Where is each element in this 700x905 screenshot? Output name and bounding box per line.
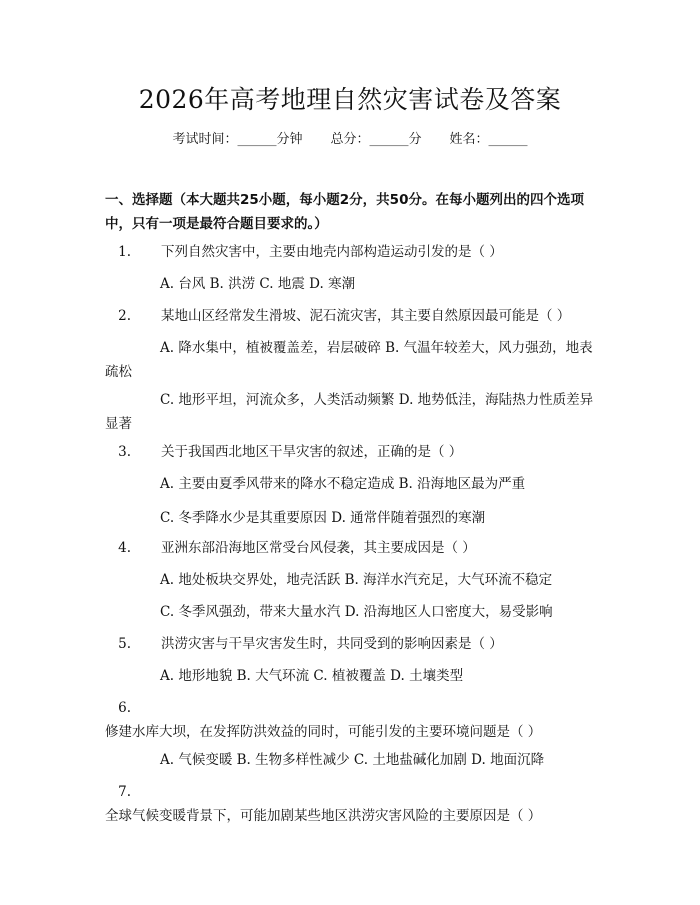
question-5-options: A. 地形地貌 B. 大气环流 C. 植被覆盖 D. 土壤类型 xyxy=(160,668,464,684)
question-number: 3. xyxy=(118,444,131,460)
question-1 xyxy=(105,240,597,264)
question-number: 5. xyxy=(118,636,131,652)
section-heading: 一、选择题（本大题共25小题，每小题2分，共50分。在每小题列出的四个选项中，只有一项是最符合题目要求的。） xyxy=(105,192,584,232)
question-number: 7. xyxy=(118,784,131,800)
exam-time-field: 考试时间：______分钟 xyxy=(172,132,303,147)
question-4-options-ab: A. 地处板块交界处，地壳活跃 B. 海洋水汽充足，大气环流不稳定 xyxy=(160,572,553,588)
question-text: 下列自然灾害中，主要由地壳内部构造运动引发的是（ ） xyxy=(161,244,503,260)
question-3-options-cd: C. 冬季降水少是其重要原因 D. 通常伴随着强烈的寒潮 xyxy=(160,510,486,526)
question-number: 4. xyxy=(118,540,131,556)
question-6-options: A. 气候变暖 B. 生物多样性减少 C. 土地盐碱化加剧 D. 地面沉降 xyxy=(160,752,545,768)
question-3-options-ab: A. 主要由夏季风带来的降水不稳定造成 B. 沿海地区最为严重 xyxy=(160,476,526,492)
question-2 xyxy=(105,304,597,328)
question-2-options-ab: A. 降水集中，植被覆盖差，岩层破碎 B. 气温年较差大，风力强劲，地表疏松 xyxy=(105,340,593,380)
question-text: 全球气候变暖背景下，可能加剧某些地区洪涝灾害风险的主要原因是（ ） xyxy=(105,808,542,824)
page-title: 2026年高考地理自然灾害试卷及答案 xyxy=(138,85,562,114)
question-text: 某地山区经常发生滑坡、泥石流灾害，其主要自然原因最可能是（ ） xyxy=(161,308,571,324)
question-text: 修建水库大坝，在发挥防洪效益的同时，可能引发的主要环境问题是（ ） xyxy=(105,724,542,740)
question-text: 亚洲东部沿海地区常受台风侵袭，其主要成因是（ ） xyxy=(161,540,476,556)
question-text: 关于我国西北地区干旱灾害的叙述，正确的是（ ） xyxy=(161,444,463,460)
total-score-field: 总分：______分 xyxy=(330,132,422,147)
question-4-options-cd: C. 冬季风强劲，带来大量水汽 D. 沿海地区人口密度大，易受影响 xyxy=(160,604,553,620)
student-name-field: 姓名：______ xyxy=(449,132,528,147)
question-5 xyxy=(105,632,597,656)
question-number: 6. xyxy=(118,700,131,716)
question-4 xyxy=(105,536,597,560)
question-text: 洪涝灾害与干旱灾害发生时，共同受到的影响因素是（ ） xyxy=(161,636,503,652)
exam-info-line xyxy=(0,130,700,150)
question-number: 2. xyxy=(118,308,131,324)
question-7 xyxy=(105,780,597,828)
question-6 xyxy=(105,696,597,744)
question-3 xyxy=(105,440,597,464)
question-number: 1. xyxy=(118,244,131,260)
question-2-options-cd: C. 地形平坦，河流众多，人类活动频繁 D. 地势低洼，海陆热力性质差异显著 xyxy=(105,392,594,432)
question-1-options: A. 台风 B. 洪涝 C. 地震 D. 寒潮 xyxy=(160,276,356,292)
